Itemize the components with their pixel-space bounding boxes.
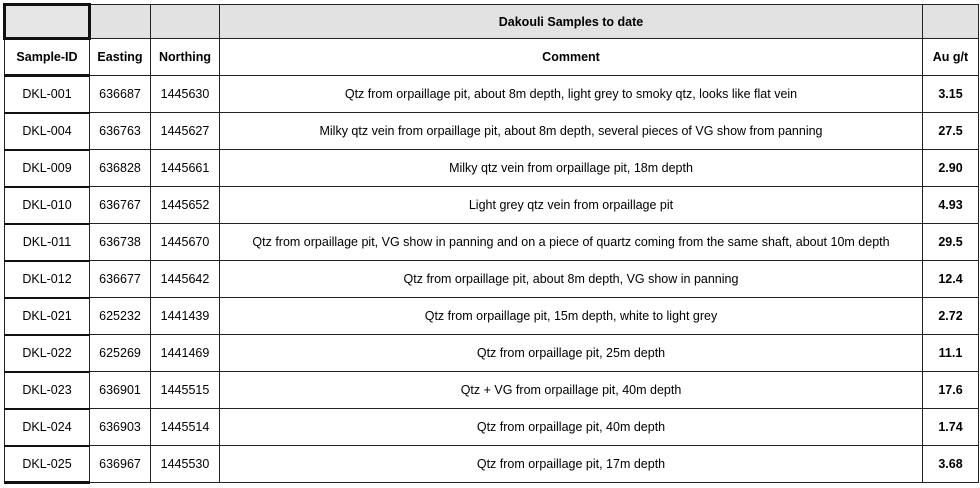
comment-cell: Milky qtz vein from orpaillage pit, 18m depth xyxy=(220,150,923,187)
easting-cell: 636901 xyxy=(90,372,151,409)
sample-id-cell: DKL-022 xyxy=(5,335,90,372)
header-comment: Comment xyxy=(220,39,923,76)
table-row xyxy=(5,113,979,150)
samples-table xyxy=(3,3,979,484)
comment-cell: Qtz from orpaillage pit, about 8m depth, VG show in panning xyxy=(220,261,923,298)
table-title: Dakouli Samples to date xyxy=(220,5,923,39)
table-row xyxy=(5,224,979,261)
easting-cell: 636677 xyxy=(90,261,151,298)
table-row xyxy=(5,446,979,483)
comment-cell: Qtz from orpaillage pit, 25m depth xyxy=(220,335,923,372)
sample-id-cell: DKL-023 xyxy=(5,372,90,409)
easting-cell: 636763 xyxy=(90,113,151,150)
header-easting: Easting xyxy=(90,39,151,76)
title-blank-northing xyxy=(151,5,220,39)
sample-id-cell: DKL-021 xyxy=(5,298,90,335)
sample-id-cell: DKL-025 xyxy=(5,446,90,483)
table-row xyxy=(5,335,979,372)
au-value-cell: 3.15 xyxy=(923,76,979,113)
title-blank-au xyxy=(923,5,979,39)
sample-id-cell: DKL-010 xyxy=(5,187,90,224)
northing-cell: 1441439 xyxy=(151,298,220,335)
table-row xyxy=(5,76,979,113)
northing-cell: 1445642 xyxy=(151,261,220,298)
comment-cell: Qtz from orpaillage pit, 40m depth xyxy=(220,409,923,446)
table-row xyxy=(5,150,979,187)
northing-cell: 1441469 xyxy=(151,335,220,372)
table-row xyxy=(5,409,979,446)
comment-cell: Light grey qtz vein from orpaillage pit xyxy=(220,187,923,224)
comment-cell: Qtz from orpaillage pit, 17m depth xyxy=(220,446,923,483)
northing-cell: 1445514 xyxy=(151,409,220,446)
au-value-cell: 2.90 xyxy=(923,150,979,187)
sample-id-cell: DKL-001 xyxy=(5,76,90,113)
easting-cell: 636828 xyxy=(90,150,151,187)
au-value-cell: 29.5 xyxy=(923,224,979,261)
corner-cell xyxy=(5,5,90,39)
sample-id-cell: DKL-024 xyxy=(5,409,90,446)
au-value-cell: 17.6 xyxy=(923,372,979,409)
sample-id-cell: DKL-004 xyxy=(5,113,90,150)
easting-cell: 625232 xyxy=(90,298,151,335)
au-value-cell: 11.1 xyxy=(923,335,979,372)
easting-cell: 636738 xyxy=(90,224,151,261)
easting-cell: 625269 xyxy=(90,335,151,372)
title-row xyxy=(5,5,979,39)
table-row xyxy=(5,261,979,298)
header-northing: Northing xyxy=(151,39,220,76)
comment-cell: Qtz from orpaillage pit, 15m depth, white to light grey xyxy=(220,298,923,335)
easting-cell: 636767 xyxy=(90,187,151,224)
au-value-cell: 12.4 xyxy=(923,261,979,298)
table-row xyxy=(5,187,979,224)
easting-cell: 636967 xyxy=(90,446,151,483)
table-row xyxy=(5,372,979,409)
au-value-cell: 2.72 xyxy=(923,298,979,335)
au-value-cell: 4.93 xyxy=(923,187,979,224)
comment-cell: Milky qtz vein from orpaillage pit, about 8m depth, several pieces of VG show from panning xyxy=(220,113,923,150)
northing-cell: 1445515 xyxy=(151,372,220,409)
au-value-cell: 27.5 xyxy=(923,113,979,150)
table-row xyxy=(5,298,979,335)
northing-cell: 1445530 xyxy=(151,446,220,483)
sample-id-cell: DKL-011 xyxy=(5,224,90,261)
au-value-cell: 1.74 xyxy=(923,409,979,446)
northing-cell: 1445630 xyxy=(151,76,220,113)
easting-cell: 636903 xyxy=(90,409,151,446)
comment-cell: Qtz from orpaillage pit, about 8m depth, light grey to smoky qtz, looks like flat vein xyxy=(220,76,923,113)
northing-cell: 1445627 xyxy=(151,113,220,150)
northing-cell: 1445652 xyxy=(151,187,220,224)
au-value-cell: 3.68 xyxy=(923,446,979,483)
northing-cell: 1445670 xyxy=(151,224,220,261)
easting-cell: 636687 xyxy=(90,76,151,113)
title-blank-easting xyxy=(90,5,151,39)
header-row xyxy=(5,39,979,76)
comment-cell: Qtz + VG from orpaillage pit, 40m depth xyxy=(220,372,923,409)
table-body xyxy=(5,76,979,483)
comment-cell: Qtz from orpaillage pit, VG show in panning and on a piece of quartz coming from the same shaft, about 10m depth xyxy=(220,224,923,261)
header-sample-id: Sample-ID xyxy=(5,39,90,76)
sample-id-cell: DKL-012 xyxy=(5,261,90,298)
sample-id-cell: DKL-009 xyxy=(5,150,90,187)
northing-cell: 1445661 xyxy=(151,150,220,187)
header-au: Au g/t xyxy=(923,39,979,76)
